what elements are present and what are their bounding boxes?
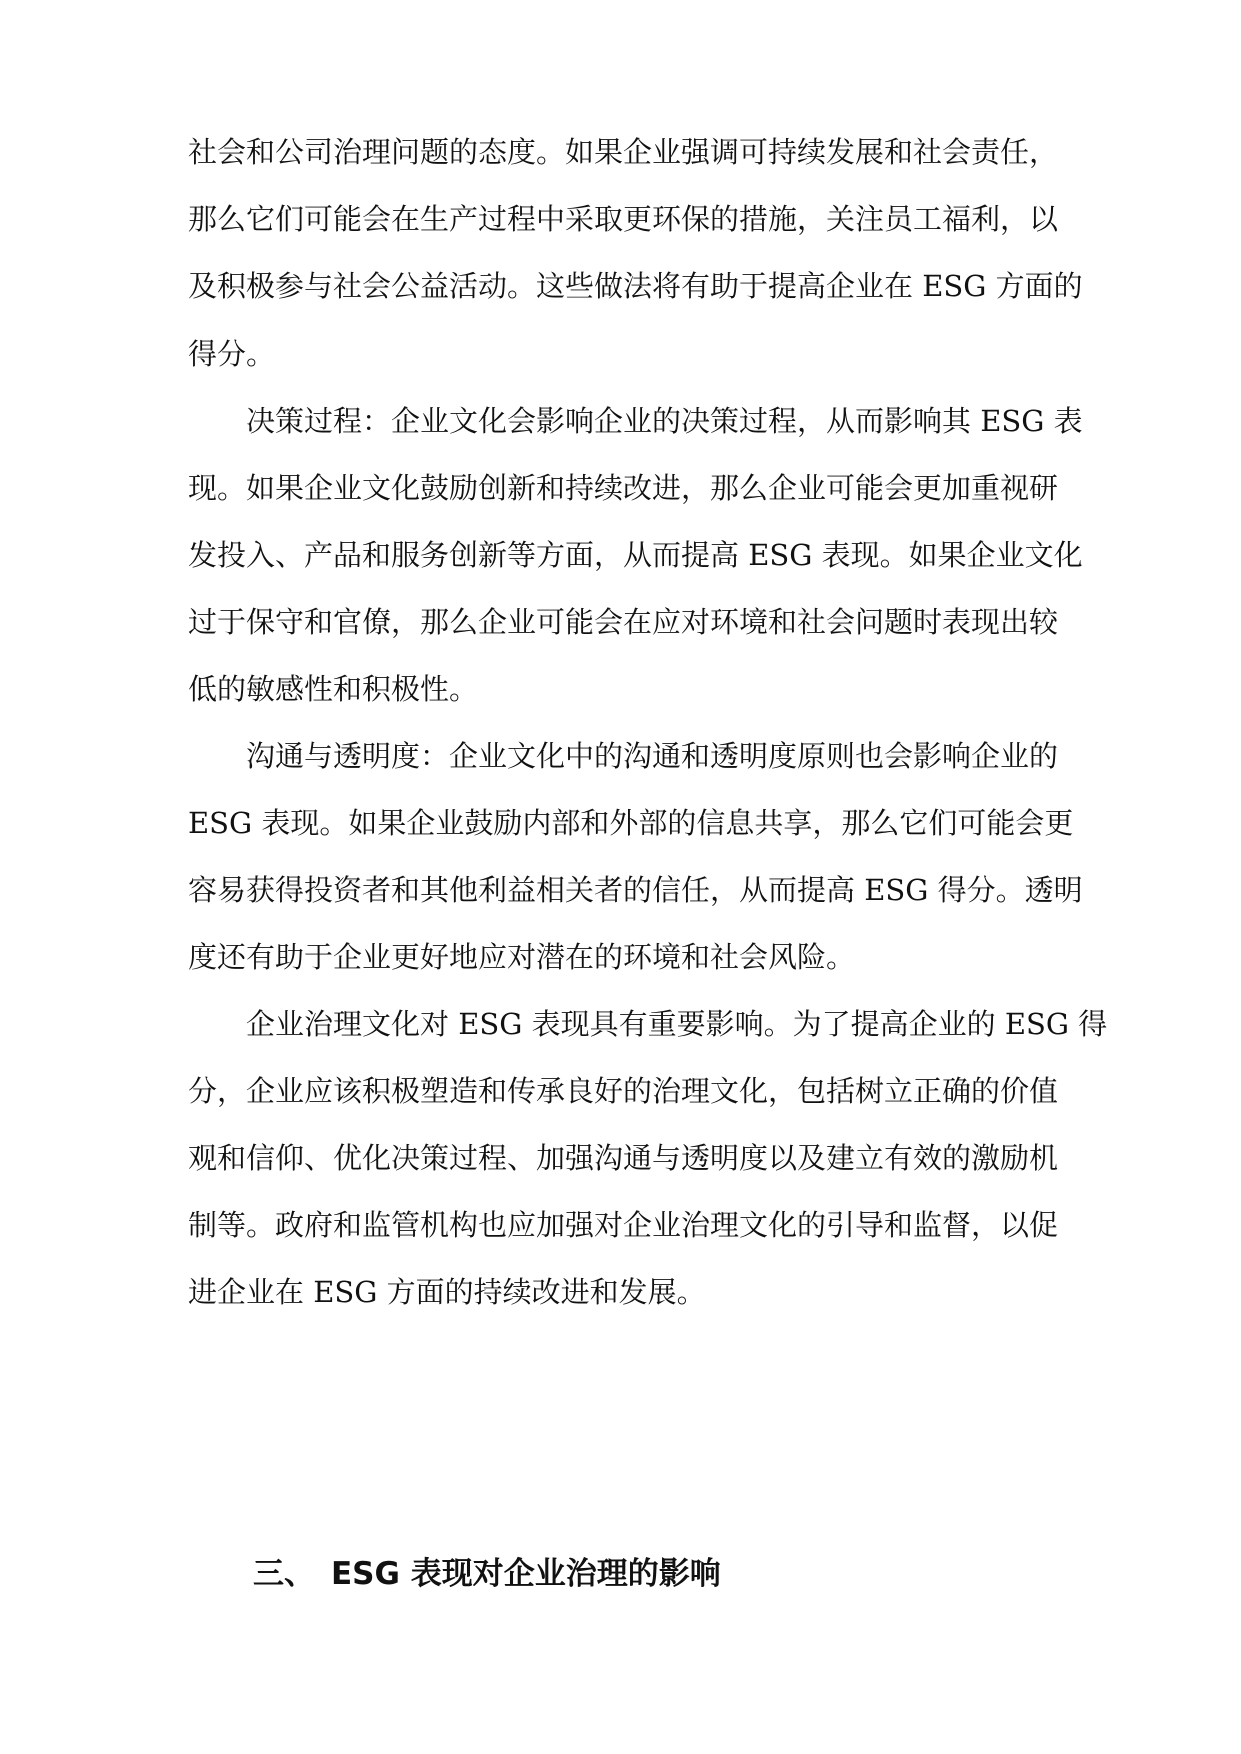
paragraph-line: 发投入、产品和服务创新等方面，从而提高 ESG 表现。如果企业文化	[188, 538, 1083, 572]
paragraph-line: ESG 表现。如果企业鼓励内部和外部的信息共享，那么它们可能会更	[188, 806, 1074, 840]
paragraph-line: 决策过程：企业文化会影响企业的决策过程，从而影响其 ESG 表	[246, 404, 1083, 438]
paragraph-line: 那么它们可能会在生产过程中采取更环保的措施，关注员工福利，以	[188, 202, 1059, 236]
paragraph-line: 分，企业应该积极塑造和传承良好的治理文化，包括树立正确的价值	[188, 1074, 1059, 1108]
section-title: ESG 表现对企业治理的影响	[331, 1556, 721, 1592]
body-text	[188, 0, 1108, 1754]
paragraph-line: 现。如果企业文化鼓励创新和持续改进，那么企业可能会更加重视研	[188, 471, 1059, 505]
paragraph-line: 社会和公司治理问题的态度。如果企业强调可持续发展和社会责任，	[188, 135, 1059, 169]
paragraph-line: 度还有助于企业更好地应对潜在的环境和社会风险。	[188, 940, 856, 974]
paragraph-line: 低的敏感性和积极性。	[188, 672, 479, 706]
paragraph-line: 容易获得投资者和其他利益相关者的信任，从而提高 ESG 得分。透明	[188, 873, 1083, 907]
paragraph-line: 沟通与透明度：企业文化中的沟通和透明度原则也会影响企业的	[246, 739, 1059, 773]
section-number: 三、	[253, 1556, 315, 1592]
paragraph-line: 进企业在 ESG 方面的持续改进和发展。	[188, 1275, 706, 1309]
paragraph-line: 及积极参与社会公益活动。这些做法将有助于提高企业在 ESG 方面的	[188, 269, 1083, 303]
paragraph-line: 过于保守和官僚，那么企业可能会在应对环境和社会问题时表现出较	[188, 605, 1059, 639]
paragraph-line: 得分。	[188, 337, 276, 371]
section-heading	[253, 1551, 721, 1597]
paragraph-line: 制等。政府和监管机构也应加强对企业治理文化的引导和监督，以促	[188, 1208, 1059, 1242]
paragraph-line: 企业治理文化对 ESG 表现具有重要影响。为了提高企业的 ESG 得	[246, 1007, 1108, 1041]
paragraph-line: 观和信仰、优化决策过程、加强沟通与透明度以及建立有效的激励机	[188, 1141, 1059, 1175]
